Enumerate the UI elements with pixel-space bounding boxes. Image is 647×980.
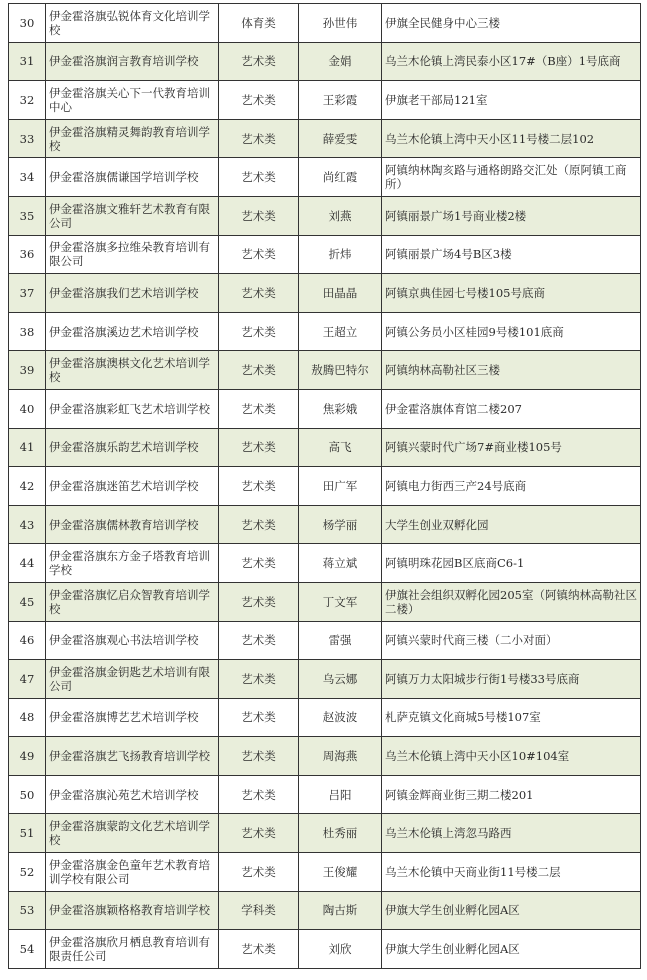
- table-row: [9, 621, 641, 660]
- legal-person: 王俊耀: [299, 853, 382, 892]
- row-number: 33: [9, 119, 46, 158]
- table-row: [9, 4, 641, 43]
- school-name: 伊金霍洛旗关心下一代教育培训中心: [46, 81, 219, 120]
- school-category: 艺术类: [219, 81, 299, 120]
- table-row: [9, 737, 641, 776]
- row-number: 31: [9, 42, 46, 81]
- row-number: 42: [9, 467, 46, 506]
- school-category: 艺术类: [219, 544, 299, 583]
- legal-person: 吕阳: [299, 775, 382, 814]
- school-category: 艺术类: [219, 196, 299, 235]
- legal-person: 金娟: [299, 42, 382, 81]
- school-name: 伊金霍洛旗溪边艺术培训学校: [46, 312, 219, 351]
- school-name: 伊金霍洛旗儒谦国学培训学校: [46, 158, 219, 197]
- school-name: 伊金霍洛旗乐韵艺术培训学校: [46, 428, 219, 467]
- school-address: 阿镇丽景广场1号商业楼2楼: [382, 196, 641, 235]
- table-row: [9, 428, 641, 467]
- school-address: 阿镇兴蒙时代商三楼（二小对面）: [382, 621, 641, 660]
- row-number: 40: [9, 389, 46, 428]
- legal-person: 敖腾巴特尔: [299, 351, 382, 390]
- table-row: [9, 81, 641, 120]
- school-name: 伊金霍洛旗儒林教育培训学校: [46, 505, 219, 544]
- row-number: 54: [9, 930, 46, 969]
- row-number: 52: [9, 853, 46, 892]
- legal-person: 杜秀丽: [299, 814, 382, 853]
- table-row: [9, 235, 641, 274]
- legal-person: 周海燕: [299, 737, 382, 776]
- legal-person: 田广军: [299, 467, 382, 506]
- row-number: 43: [9, 505, 46, 544]
- school-category: 艺术类: [219, 582, 299, 621]
- table-row: [9, 775, 641, 814]
- table-row: [9, 158, 641, 197]
- school-category: 艺术类: [219, 660, 299, 699]
- school-name: 伊金霍洛旗沁苑艺术培训学校: [46, 775, 219, 814]
- school-name: 伊金霍洛旗金钥匙艺术培训有限公司: [46, 660, 219, 699]
- school-address: 阿镇纳林高勒社区三楼: [382, 351, 641, 390]
- school-address: 阿镇金辉商业街三期二楼201: [382, 775, 641, 814]
- school-address: 阿镇公务员小区桂园9号楼101底商: [382, 312, 641, 351]
- legal-person: 王超立: [299, 312, 382, 351]
- school-address: 伊旗全民健身中心三楼: [382, 4, 641, 43]
- table-row: [9, 312, 641, 351]
- row-number: 50: [9, 775, 46, 814]
- legal-person: 高飞: [299, 428, 382, 467]
- school-address: 伊金霍洛旗体育馆二楼207: [382, 389, 641, 428]
- school-category: 艺术类: [219, 930, 299, 969]
- school-name: 伊金霍洛旗忆启众智教育培训学校: [46, 582, 219, 621]
- school-name: 伊金霍洛旗博艺艺术培训学校: [46, 698, 219, 737]
- school-address: 阿镇京典佳园七号楼105号底商: [382, 274, 641, 313]
- school-name: 伊金霍洛旗艺飞扬教育培训学校: [46, 737, 219, 776]
- legal-person: 丁文军: [299, 582, 382, 621]
- table-row: [9, 853, 641, 892]
- table-row: [9, 814, 641, 853]
- table-row: [9, 698, 641, 737]
- row-number: 53: [9, 891, 46, 930]
- row-number: 46: [9, 621, 46, 660]
- school-category: 艺术类: [219, 505, 299, 544]
- school-name: 伊金霍洛旗迷笛艺术培训学校: [46, 467, 219, 506]
- school-address: 伊旗社会组织双孵化园205室（阿镇纳林高勒社区二楼）: [382, 582, 641, 621]
- school-category: 艺术类: [219, 351, 299, 390]
- table-row: [9, 582, 641, 621]
- table-row: [9, 891, 641, 930]
- legal-person: 赵波波: [299, 698, 382, 737]
- school-category: 艺术类: [219, 119, 299, 158]
- school-address: 阿镇明珠花园B区底商C6-1: [382, 544, 641, 583]
- row-number: 37: [9, 274, 46, 313]
- school-name: 伊金霍洛旗我们艺术培训学校: [46, 274, 219, 313]
- school-category: 艺术类: [219, 737, 299, 776]
- school-address: 乌兰木伦镇上湾中天小区10#104室: [382, 737, 641, 776]
- legal-person: 杨学丽: [299, 505, 382, 544]
- school-category: 艺术类: [219, 389, 299, 428]
- row-number: 48: [9, 698, 46, 737]
- school-address: 大学生创业双孵化园: [382, 505, 641, 544]
- row-number: 44: [9, 544, 46, 583]
- school-address: 乌兰木伦镇上湾中天小区11号楼二层102: [382, 119, 641, 158]
- registry-body: [9, 4, 641, 969]
- row-number: 34: [9, 158, 46, 197]
- school-name: 伊金霍洛旗东方金子塔教育培训学校: [46, 544, 219, 583]
- school-address: 伊旗老干部局121室: [382, 81, 641, 120]
- school-address: 札萨克镇文化商城5号楼107室: [382, 698, 641, 737]
- legal-person: 孙世伟: [299, 4, 382, 43]
- legal-person: 刘燕: [299, 196, 382, 235]
- row-number: 38: [9, 312, 46, 351]
- table-row: [9, 119, 641, 158]
- legal-person: 焦彩娥: [299, 389, 382, 428]
- school-category: 学科类: [219, 891, 299, 930]
- row-number: 39: [9, 351, 46, 390]
- row-number: 47: [9, 660, 46, 699]
- school-name: 伊金霍洛旗颖格格教育培训学校: [46, 891, 219, 930]
- school-category: 艺术类: [219, 428, 299, 467]
- school-address: 乌兰木伦镇上湾民泰小区17#（B座）1号底商: [382, 42, 641, 81]
- table-row: [9, 544, 641, 583]
- school-name: 伊金霍洛旗润言教育培训学校: [46, 42, 219, 81]
- school-address: 阿镇纳林陶亥路与通格朗路交汇处（原阿镇工商所）: [382, 158, 641, 197]
- school-category: 艺术类: [219, 698, 299, 737]
- school-address: 阿镇兴蒙时代广场7#商业楼105号: [382, 428, 641, 467]
- school-name: 伊金霍洛旗彩虹飞艺术培训学校: [46, 389, 219, 428]
- row-number: 36: [9, 235, 46, 274]
- row-number: 32: [9, 81, 46, 120]
- school-address: 阿镇万力太阳城步行街1号楼33号底商: [382, 660, 641, 699]
- school-name: 伊金霍洛旗多拉维朵教育培训有限公司: [46, 235, 219, 274]
- school-category: 艺术类: [219, 814, 299, 853]
- school-name: 伊金霍洛旗蒙韵文化艺术培训学校: [46, 814, 219, 853]
- legal-person: 王彩霞: [299, 81, 382, 120]
- legal-person: 蒋立斌: [299, 544, 382, 583]
- legal-person: 折炜: [299, 235, 382, 274]
- table-row: [9, 660, 641, 699]
- school-name: 伊金霍洛旗文雅轩艺术教育有限公司: [46, 196, 219, 235]
- school-address: 伊旗大学生创业孵化园A区: [382, 891, 641, 930]
- legal-person: 雷强: [299, 621, 382, 660]
- legal-person: 薛爱雯: [299, 119, 382, 158]
- school-category: 艺术类: [219, 42, 299, 81]
- school-name: 伊金霍洛旗澳棋文化艺术培训学校: [46, 351, 219, 390]
- table-row: [9, 389, 641, 428]
- school-name: 伊金霍洛旗弘锐体育文化培训学校: [46, 4, 219, 43]
- table-row: [9, 196, 641, 235]
- table-row: [9, 505, 641, 544]
- school-category: 艺术类: [219, 312, 299, 351]
- legal-person: 尚红霞: [299, 158, 382, 197]
- row-number: 45: [9, 582, 46, 621]
- legal-person: 陶古斯: [299, 891, 382, 930]
- table-row: [9, 467, 641, 506]
- school-category: 艺术类: [219, 467, 299, 506]
- school-address: 伊旗大学生创业孵化园A区: [382, 930, 641, 969]
- row-number: 51: [9, 814, 46, 853]
- row-number: 35: [9, 196, 46, 235]
- school-address: 阿镇电力街西三产24号底商: [382, 467, 641, 506]
- school-name: 伊金霍洛旗欣月栖息教育培训有限责任公司: [46, 930, 219, 969]
- school-category: 艺术类: [219, 621, 299, 660]
- school-name: 伊金霍洛旗精灵舞韵教育培训学校: [46, 119, 219, 158]
- legal-person: 田晶晶: [299, 274, 382, 313]
- school-category: 艺术类: [219, 853, 299, 892]
- school-name: 伊金霍洛旗观心书法培训学校: [46, 621, 219, 660]
- table-row: [9, 42, 641, 81]
- school-address: 乌兰木伦镇上湾忽马路西: [382, 814, 641, 853]
- school-registry-table: [8, 3, 641, 969]
- table-row: [9, 274, 641, 313]
- school-category: 体育类: [219, 4, 299, 43]
- school-address: 阿镇丽景广场4号B区3楼: [382, 235, 641, 274]
- row-number: 49: [9, 737, 46, 776]
- school-category: 艺术类: [219, 274, 299, 313]
- row-number: 41: [9, 428, 46, 467]
- table-row: [9, 930, 641, 969]
- school-address: 乌兰木伦镇中天商业街11号楼二层: [382, 853, 641, 892]
- legal-person: 乌云娜: [299, 660, 382, 699]
- school-name: 伊金霍洛旗金色童年艺术教育培训学校有限公司: [46, 853, 219, 892]
- school-category: 艺术类: [219, 235, 299, 274]
- row-number: 30: [9, 4, 46, 43]
- school-category: 艺术类: [219, 775, 299, 814]
- legal-person: 刘欣: [299, 930, 382, 969]
- school-category: 艺术类: [219, 158, 299, 197]
- table-row: [9, 351, 641, 390]
